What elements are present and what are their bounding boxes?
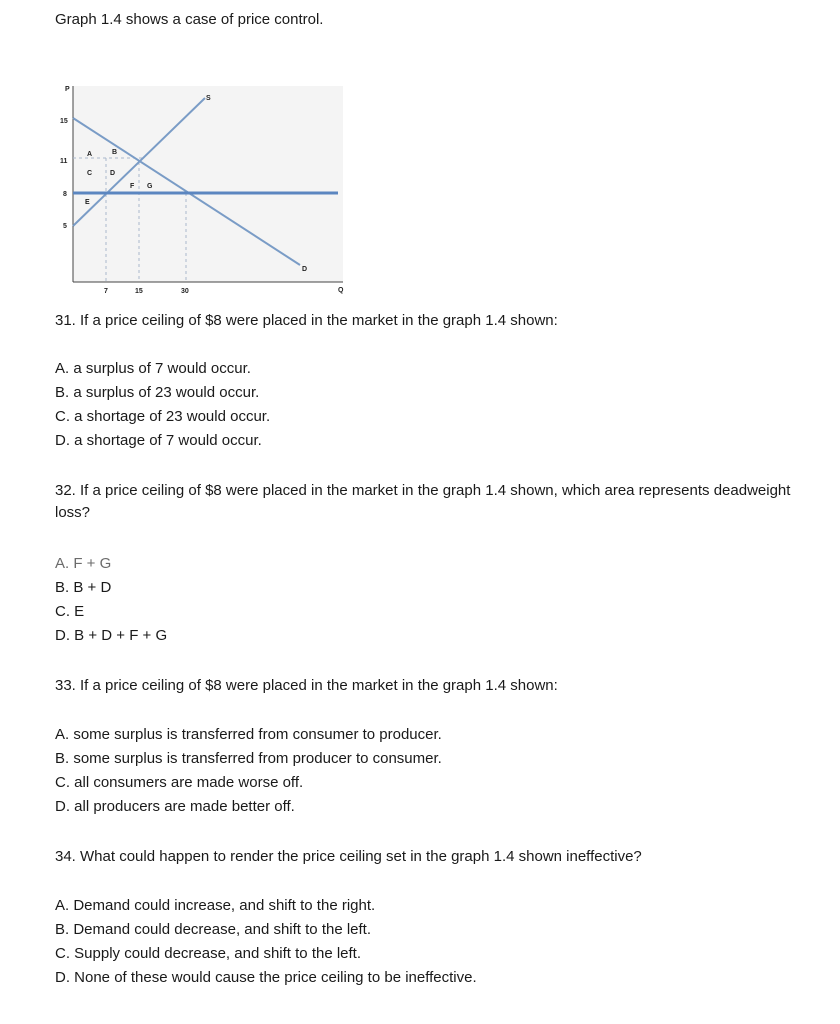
area-f-label: F (130, 183, 135, 190)
price-control-graph (55, 78, 355, 298)
y-tick-15: 15 (60, 118, 68, 125)
question-34-option-d: D. None of these would cause the price ceiling to be ineffective. (55, 969, 477, 986)
supply-label: S (206, 95, 211, 102)
question-32-option-a: A. F + G (55, 555, 112, 572)
area-b-label: B (112, 149, 118, 156)
intro-text: Graph 1.4 shows a case of price control. (55, 11, 324, 28)
y-tick-11: 11 (60, 158, 68, 165)
area-e-label: E (85, 199, 90, 206)
y-axis-label: P (65, 86, 70, 93)
y-tick-5: 5 (63, 223, 67, 230)
x-axis-label: Q (338, 287, 344, 294)
question-33-option-c: C. all consumers are made worse off. (55, 774, 304, 791)
area-a-label: A (87, 151, 93, 158)
demand-label: D (302, 266, 308, 273)
question-31-option-c: C. a shortage of 23 would occur. (55, 408, 271, 425)
question-34-option-a: A. Demand could increase, and shift to the right. (55, 897, 376, 914)
question-31-stem: 31. If a price ceiling of $8 were placed in the market in the graph 1.4 shown: (55, 312, 558, 329)
question-34-stem: 34. What could happen to render the price ceiling set in the graph 1.4 shown ineffective? (55, 848, 642, 865)
question-31-option-b: B. a surplus of 23 would occur. (55, 384, 260, 401)
question-33-option-d: D. all producers are made better off. (55, 798, 295, 815)
question-33-stem: 33. If a price ceiling of $8 were placed in the market in the graph 1.4 shown: (55, 677, 558, 694)
question-31-option-d: D. a shortage of 7 would occur. (55, 432, 262, 449)
question-34-option-c: C. Supply could decrease, and shift to the left. (55, 945, 362, 962)
area-d-label: D (110, 170, 116, 177)
area-g-label: G (147, 183, 153, 190)
plot-area (73, 86, 343, 282)
question-33-option-b: B. some surplus is transferred from producer to consumer. (55, 750, 442, 767)
question-32-stem: 32. If a price ceiling of $8 were placed in the market in the graph 1.4 shown, which area represents deadweight loss? (55, 482, 791, 521)
question-32-option-b: B. B + D (55, 579, 112, 596)
question-32-option-d: D. B + D + F + G (55, 627, 168, 644)
question-33-option-a: A. some surplus is transferred from consumer to producer. (55, 726, 442, 743)
y-tick-8: 8 (63, 191, 67, 198)
question-32-option-c: C. E (55, 603, 85, 620)
x-tick-15: 15 (135, 288, 143, 295)
x-tick-30: 30 (181, 288, 189, 295)
area-c-label: C (87, 170, 93, 177)
question-34-option-b: B. Demand could decrease, and shift to the left. (55, 921, 372, 938)
x-tick-7: 7 (104, 288, 108, 295)
question-31-option-a: A. a surplus of 7 would occur. (55, 360, 251, 377)
